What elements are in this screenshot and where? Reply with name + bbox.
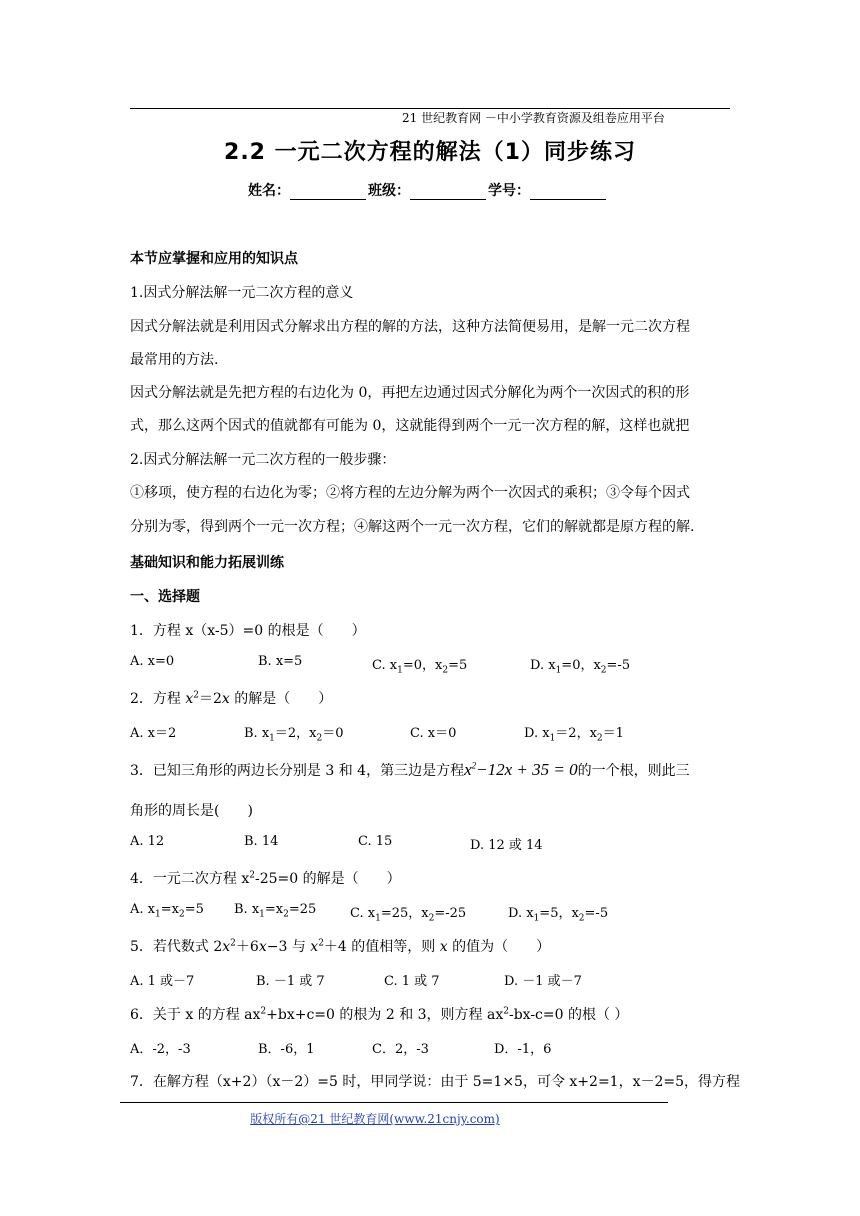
question-4-options — [130, 902, 730, 922]
footer-copyright-link[interactable]: 版权所有@21 世纪教育网(www.21cnjy.com) — [250, 1112, 500, 1126]
option-a[interactable]: A. 1 或－7 — [130, 974, 195, 989]
option-a[interactable]: A. x=0 — [130, 654, 175, 669]
option-a[interactable]: A. x＝2 — [130, 726, 177, 741]
question-1-options — [130, 654, 730, 674]
option-d[interactable]: D. 12 或 14 — [470, 838, 543, 853]
option-a[interactable]: A. 12 — [130, 834, 165, 849]
question-6-stem: 6．关于 x 的方程 $ax^2+bx+c=0$ 的根为 2 和 3，则方程 $ax^2-bx-c=0$ 的根（ ） — [130, 1006, 629, 1023]
equation: $x^2-12x + 35 = 0$ — [464, 760, 578, 779]
question-3-stem: 3．已知三角形的两边长分别是 3 和 4，第三边是方程$x^2-12x + 35 = 0$的一个根，则此三 — [130, 760, 690, 779]
option-b[interactable]: B. $x_1=2$，$x_2=0$ — [244, 726, 344, 744]
page-title: 2.2 一元二次方程的解法（1）同步练习 — [224, 140, 636, 165]
paragraph: 最常用的方法. — [130, 352, 219, 368]
option-c[interactable]: C. x＝0 — [410, 726, 457, 741]
class-label: 班级： — [368, 183, 410, 199]
paragraph: 1.因式分解法解一元二次方程的意义 — [130, 285, 354, 301]
option-c[interactable]: C. $x_1=25$，$x_2=-25$ — [350, 906, 467, 924]
question-5-stem: 5．若代数式 $2x^2+6x-3$ 与 $x^2+4$ 的值相等，则 x 的值为（ ） — [130, 938, 551, 955]
question-3-options — [130, 834, 730, 854]
paragraph: ①移项，使方程的右边化为零；②将方程的左边分解为两个一次因式的乘积；③令每个因式 — [130, 485, 690, 501]
option-b[interactable]: B. $x_1=x_2=25$ — [234, 902, 317, 920]
question-4-stem: 4．一元二次方程 $x^2-25=0$ 的解是（ ） — [130, 870, 401, 887]
option-c[interactable]: C. $x_1=0$，$x_2=5$ — [372, 658, 468, 676]
question-6-options — [130, 1038, 730, 1058]
option-b[interactable]: B. 14 — [244, 834, 279, 849]
class-blank[interactable] — [410, 185, 486, 200]
id-blank[interactable] — [530, 185, 606, 200]
option-b[interactable]: B. －1 或 7 — [256, 974, 325, 989]
option-d[interactable]: D．-1，6 — [494, 1042, 552, 1057]
paragraph: 分别为零，得到两个一元一次方程；④解这两个一元一次方程，它们的解就都是原方程的解. — [130, 519, 695, 535]
question-2-stem: 2．方程 $x^2=2x$ 的解是（ ） — [130, 690, 333, 707]
option-d[interactable]: D. $x_1=0$，$x_2=-5$ — [530, 658, 631, 676]
paragraph: 因式分解法就是利用因式分解求出方程的解的方法，这种方法简便易用，是解一元二次方程 — [130, 319, 690, 335]
header-text: 21 世纪教育网 －中小学教育资源及组卷应用平台 — [402, 111, 665, 125]
name-blank[interactable] — [290, 185, 366, 200]
question-7-stem: 7．在解方程（x+2）（x－2）=5 时，甲同学说：由于 5=1×5，可令 x+2=1，x－2=5，得方程 — [130, 1074, 741, 1090]
paragraph: 2.因式分解法解一元二次方程的一般步骤： — [130, 452, 396, 468]
paragraph: 式，那么这两个因式的值就都有可能为 0，这就能得到两个一元一次方程的解，这样也就把 — [130, 418, 690, 434]
paragraph: 因式分解法就是先把方程的右边化为 0，再把左边通过因式分解化为两个一次因式的积的形 — [130, 385, 690, 401]
option-d[interactable]: D. $x_1=5$，$x_2=-5$ — [508, 906, 609, 924]
option-b[interactable]: B. x=5 — [258, 654, 303, 669]
id-label: 学号： — [488, 183, 530, 199]
question-2-options — [130, 722, 730, 742]
question-5-options — [130, 970, 730, 990]
option-c[interactable]: C. 1 或 7 — [384, 974, 440, 989]
question-1-stem: 1．方程 x（x-5）=0 的根是（ ） — [130, 623, 366, 639]
footer-rule — [120, 1102, 668, 1103]
option-b[interactable]: B．-6，1 — [258, 1042, 315, 1057]
option-c[interactable]: C．2，-3 — [372, 1042, 429, 1057]
option-a[interactable]: A．-2，-3 — [130, 1042, 191, 1057]
section-heading-knowledge: 本节应掌握和应用的知识点 — [130, 251, 298, 267]
section-subheading-choice: 一、选择题 — [130, 589, 200, 605]
option-a[interactable]: A. $x_1=x_2=5$ — [130, 902, 204, 920]
option-c[interactable]: C. 15 — [358, 834, 393, 849]
question-3-stem-cont: 角形的周长是( ) — [130, 803, 253, 819]
name-label: 姓名： — [248, 183, 290, 199]
section-heading-training: 基础知识和能力拓展训练 — [130, 555, 284, 571]
option-d[interactable]: D. －1 或－7 — [504, 974, 582, 989]
student-fields — [248, 180, 608, 200]
option-d[interactable]: D. $x_1=2$，$x_2=1$ — [524, 726, 624, 744]
